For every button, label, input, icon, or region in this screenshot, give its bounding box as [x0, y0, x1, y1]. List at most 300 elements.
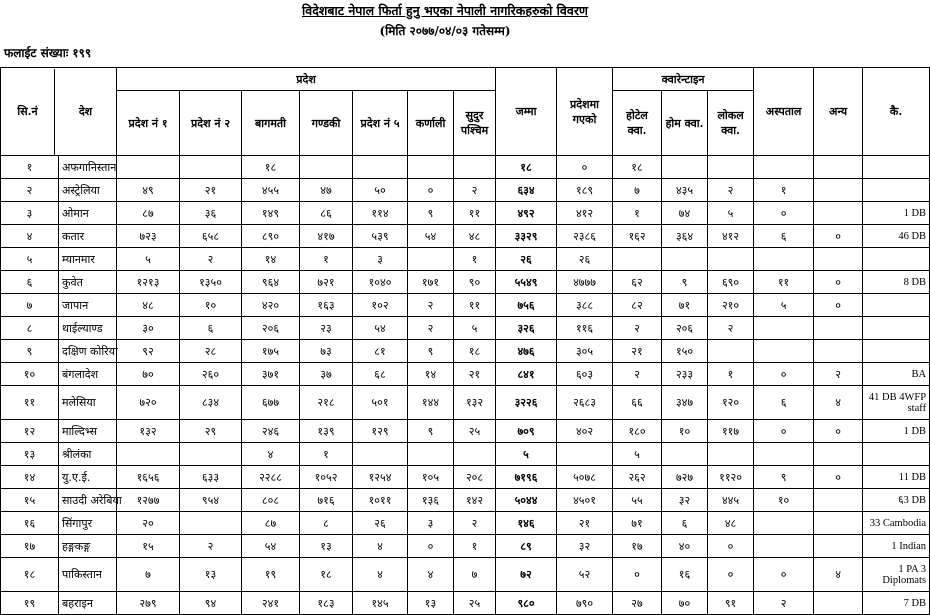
- cell-p1: १३२: [117, 420, 180, 443]
- cell-to-province: २६: [557, 248, 613, 271]
- cell-local: ४१२: [708, 225, 754, 248]
- cell-gandaki: ८: [300, 512, 353, 535]
- cell-p1: ७२३: [117, 225, 180, 248]
- cell-p5: [353, 156, 408, 179]
- cell-local: ९१: [708, 592, 754, 615]
- cell-gandaki: ४१७: [300, 225, 353, 248]
- cell-other: [814, 248, 863, 271]
- cell-sn: १८: [1, 558, 59, 592]
- cell-p1: १२१३: [117, 271, 180, 294]
- cell-remarks: ६3 DB: [863, 489, 930, 512]
- cell-p5: ४: [353, 558, 408, 592]
- cell-home: [662, 248, 708, 271]
- cell-remarks: [863, 248, 930, 271]
- cell-p5: ३: [353, 248, 408, 271]
- cell-other: [814, 317, 863, 340]
- cell-country: मलेसिया: [59, 386, 117, 420]
- cell-p1: ७: [117, 558, 180, 592]
- cell-to-province: २१: [557, 512, 613, 535]
- cell-p5: ६८: [353, 363, 408, 386]
- col-gandaki: गण्डकी: [300, 91, 353, 156]
- cell-p1: १२७७: [117, 489, 180, 512]
- cell-to-province: [557, 443, 613, 466]
- cell-p1: ७२०: [117, 386, 180, 420]
- cell-hotel: ६२: [613, 271, 662, 294]
- cell-total: ५०४४: [496, 489, 557, 512]
- cell-p5: ५३९: [353, 225, 408, 248]
- cell-p5: १०२: [353, 294, 408, 317]
- cell-to-province: २३८६: [557, 225, 613, 248]
- cell-other: [814, 512, 863, 535]
- cell-hospital: ०: [754, 420, 814, 443]
- cell-sn: ८: [1, 317, 59, 340]
- cell-country: दक्षिण कोरिया: [59, 340, 117, 363]
- cell-p1: ३०: [117, 317, 180, 340]
- col-p5: प्रदेश नं ५: [353, 91, 408, 156]
- cell-p1: ५: [117, 248, 180, 271]
- cell-sn: ३: [1, 202, 59, 225]
- cell-karnali: ०: [408, 535, 454, 558]
- cell-total: १८: [496, 156, 557, 179]
- cell-home: ७४: [662, 202, 708, 225]
- cell-hotel: ८२: [613, 294, 662, 317]
- col-total: जम्मा: [496, 68, 557, 156]
- cell-other: [814, 535, 863, 558]
- cell-local: १: [708, 363, 754, 386]
- cell-p2: १३५०: [180, 271, 242, 294]
- cell-karnali: [408, 248, 454, 271]
- cell-gandaki: ८६: [300, 202, 353, 225]
- cell-sudur: १: [454, 248, 496, 271]
- cell-home: ४३५: [662, 179, 708, 202]
- cell-hotel: १: [613, 202, 662, 225]
- cell-local: २१०: [708, 294, 754, 317]
- cell-sn: १९: [1, 592, 59, 615]
- cell-hospital: [754, 340, 814, 363]
- cell-hotel: १८: [613, 156, 662, 179]
- cell-local: १२०: [708, 386, 754, 420]
- cell-karnali: ४: [408, 558, 454, 592]
- cell-p2: २८: [180, 340, 242, 363]
- cell-p1: २७९: [117, 592, 180, 615]
- cell-p5: १४५: [353, 592, 408, 615]
- cell-karnali: १३: [408, 592, 454, 615]
- cell-bagmati: २४१: [242, 592, 300, 615]
- table-row: [1, 443, 930, 466]
- cell-sudur: २०८: [454, 466, 496, 489]
- cell-p5: ५४: [353, 317, 408, 340]
- cell-p2: ६५८: [180, 225, 242, 248]
- cell-sudur: १८: [454, 340, 496, 363]
- cell-other: [814, 156, 863, 179]
- table-row: [1, 535, 930, 558]
- cell-hospital: १०: [754, 489, 814, 512]
- cell-hotel: ५५: [613, 489, 662, 512]
- cell-local: ४८: [708, 512, 754, 535]
- cell-total: ४७६: [496, 340, 557, 363]
- cell-local: [708, 156, 754, 179]
- col-home: होम क्वा.: [662, 91, 708, 156]
- cell-p2: २: [180, 535, 242, 558]
- cell-p5: ४: [353, 535, 408, 558]
- cell-gandaki: ३७: [300, 363, 353, 386]
- cell-sudur: ७: [454, 558, 496, 592]
- cell-karnali: ३: [408, 512, 454, 535]
- cell-local: [708, 248, 754, 271]
- cell-p5: १२५४: [353, 466, 408, 489]
- table-row: [1, 512, 930, 535]
- cell-p2: ८३४: [180, 386, 242, 420]
- cell-country: साउदी अरेबिया: [59, 489, 117, 512]
- table-row: [1, 225, 930, 248]
- cell-gandaki: २३: [300, 317, 353, 340]
- cell-home: १०: [662, 420, 708, 443]
- cell-p1: ९२: [117, 340, 180, 363]
- col-province-group: प्रदेश: [117, 68, 496, 91]
- cell-remarks: [863, 317, 930, 340]
- table-row: [1, 466, 930, 489]
- cell-bagmati: ८९०: [242, 225, 300, 248]
- cell-hotel: ७: [613, 179, 662, 202]
- cell-country: सिंगापुर: [59, 512, 117, 535]
- cell-gandaki: १०५२: [300, 466, 353, 489]
- col-to-province: प्रदेशमा गएको: [557, 68, 613, 156]
- cell-country: यु.ए.ई.: [59, 466, 117, 489]
- cell-sudur: २: [454, 179, 496, 202]
- cell-karnali: १७१: [408, 271, 454, 294]
- cell-hotel: ५: [613, 443, 662, 466]
- col-other: अन्य: [814, 68, 863, 156]
- cell-hotel: १६२: [613, 225, 662, 248]
- cell-bagmati: ८७: [242, 512, 300, 535]
- cell-country: अफगानिस्तान: [59, 156, 117, 179]
- cell-other: ४: [814, 558, 863, 592]
- table-row: [1, 156, 930, 179]
- cell-other: ०: [814, 225, 863, 248]
- cell-total: ७१९६: [496, 466, 557, 489]
- cell-hotel: ६६: [613, 386, 662, 420]
- cell-gandaki: १६३: [300, 294, 353, 317]
- cell-country: पाकिस्तान: [59, 558, 117, 592]
- cell-local: ५: [708, 202, 754, 225]
- cell-bagmati: ४५५: [242, 179, 300, 202]
- cell-to-province: ४१२: [557, 202, 613, 225]
- cell-other: ०: [814, 294, 863, 317]
- cell-gandaki: १३९: [300, 420, 353, 443]
- cell-hospital: ५: [754, 294, 814, 317]
- table-row: [1, 271, 930, 294]
- cell-total: ३२२६: [496, 386, 557, 420]
- cell-home: ४०: [662, 535, 708, 558]
- cell-remarks: [863, 179, 930, 202]
- cell-sudur: २१: [454, 363, 496, 386]
- cell-p5: १०४०: [353, 271, 408, 294]
- cell-hotel: २: [613, 363, 662, 386]
- cell-gandaki: १८३: [300, 592, 353, 615]
- cell-hotel: [613, 248, 662, 271]
- cell-remarks: [863, 340, 930, 363]
- cell-p2: [180, 512, 242, 535]
- cell-sudur: १४२: [454, 489, 496, 512]
- cell-country: जापान: [59, 294, 117, 317]
- cell-remarks: 1 PA 3 Diplomats: [863, 558, 930, 592]
- cell-bagmati: १९: [242, 558, 300, 592]
- cell-other: [814, 340, 863, 363]
- cell-karnali: २: [408, 317, 454, 340]
- cell-local: २: [708, 179, 754, 202]
- table-row: [1, 558, 930, 592]
- cell-local: [708, 340, 754, 363]
- cell-gandaki: [300, 156, 353, 179]
- cell-karnali: १०५: [408, 466, 454, 489]
- table-row: [1, 202, 930, 225]
- cell-p2: ३६: [180, 202, 242, 225]
- cell-country: बंगलादेश: [59, 363, 117, 386]
- col-hotel: होटेल क्वा.: [613, 91, 662, 156]
- cell-p1: ७०: [117, 363, 180, 386]
- cell-sudur: ५: [454, 317, 496, 340]
- cell-home: २०६: [662, 317, 708, 340]
- cell-sudur: ११: [454, 294, 496, 317]
- cell-sn: ५: [1, 248, 59, 271]
- cell-other: [814, 489, 863, 512]
- cell-hospital: ०: [754, 363, 814, 386]
- cell-karnali: ९: [408, 420, 454, 443]
- cell-bagmati: २२८८: [242, 466, 300, 489]
- cell-p2: [180, 156, 242, 179]
- cell-bagmati: १७५: [242, 340, 300, 363]
- cell-local: ०: [708, 535, 754, 558]
- cell-p2: ६३३: [180, 466, 242, 489]
- col-sudur: सुदुर पश्चिम: [454, 91, 496, 156]
- cell-hospital: ०: [754, 558, 814, 592]
- cell-bagmati: ३७१: [242, 363, 300, 386]
- cell-sudur: ११: [454, 202, 496, 225]
- cell-sn: १२: [1, 420, 59, 443]
- cell-karnali: [408, 156, 454, 179]
- cell-p2: १३: [180, 558, 242, 592]
- table-row: [1, 489, 930, 512]
- table-row: [1, 386, 930, 420]
- cell-hotel: २६२: [613, 466, 662, 489]
- cell-p1: ८७: [117, 202, 180, 225]
- cell-home: [662, 443, 708, 466]
- cell-p1: [117, 443, 180, 466]
- cell-total: ७५६: [496, 294, 557, 317]
- cell-karnali: [408, 443, 454, 466]
- cell-gandaki: ७२१: [300, 271, 353, 294]
- cell-remarks: 11 DB: [863, 466, 930, 489]
- col-p1: प्रदेश नं १: [117, 91, 180, 156]
- cell-gandaki: ७३: [300, 340, 353, 363]
- table-row: [1, 420, 930, 443]
- cell-to-province: ७९०: [557, 592, 613, 615]
- cell-remarks: 33 Cambodia: [863, 512, 930, 535]
- table-row: [1, 592, 930, 615]
- cell-p2: २: [180, 248, 242, 271]
- cell-bagmati: ९६४: [242, 271, 300, 294]
- cell-gandaki: १: [300, 443, 353, 466]
- cell-remarks: 1 DB: [863, 202, 930, 225]
- header-sn-country: [1, 68, 117, 156]
- cell-p2: २६०: [180, 363, 242, 386]
- cell-total: ६३४: [496, 179, 557, 202]
- cell-country: हङ्गकङ्ग: [59, 535, 117, 558]
- cell-p5: ५०१: [353, 386, 408, 420]
- cell-total: ७२: [496, 558, 557, 592]
- cell-sn: १६: [1, 512, 59, 535]
- cell-other: [814, 592, 863, 615]
- cell-bagmati: ८०८: [242, 489, 300, 512]
- cell-sn: १४: [1, 466, 59, 489]
- cell-karnali: ९: [408, 340, 454, 363]
- cell-sn: ४: [1, 225, 59, 248]
- cell-sn: ९: [1, 340, 59, 363]
- col-karnali: कर्णाली: [408, 91, 454, 156]
- cell-home: २३३: [662, 363, 708, 386]
- cell-total: ३२६: [496, 317, 557, 340]
- cell-hospital: ६: [754, 386, 814, 420]
- cell-karnali: २: [408, 294, 454, 317]
- cell-local: ६९०: [708, 271, 754, 294]
- col-quarantine-group: क्वारेन्टाइन: [613, 68, 754, 91]
- cell-total: ८४१: [496, 363, 557, 386]
- table-row: [1, 294, 930, 317]
- cell-sudur: २५: [454, 420, 496, 443]
- cell-total: ९८०: [496, 592, 557, 615]
- flight-count: फलाईट संख्याः १९९: [4, 46, 92, 60]
- cell-p2: ९४: [180, 592, 242, 615]
- cell-karnali: १३६: [408, 489, 454, 512]
- cell-p5: ८१: [353, 340, 408, 363]
- cell-total: ५: [496, 443, 557, 466]
- cell-remarks: 8 DB: [863, 271, 930, 294]
- cell-bagmati: ५४: [242, 535, 300, 558]
- cell-bagmati: २०६: [242, 317, 300, 340]
- cell-other: [814, 202, 863, 225]
- col-sn: सि.नं: [1, 69, 55, 155]
- report-title: विदेशबाट नेपाल फिर्ता हुनु भएका नेपाली नागरिकहरुको विवरण: [302, 3, 588, 18]
- cell-hospital: ११: [754, 271, 814, 294]
- cell-sudur: १३२: [454, 386, 496, 420]
- cell-remarks: [863, 443, 930, 466]
- cell-p1: ४८: [117, 294, 180, 317]
- cell-to-province: ५२: [557, 558, 613, 592]
- cell-gandaki: २१८: [300, 386, 353, 420]
- cell-hospital: १: [754, 179, 814, 202]
- cell-hospital: ९: [754, 466, 814, 489]
- col-hospital: अस्पताल: [754, 68, 814, 156]
- cell-remarks: [863, 156, 930, 179]
- cell-sn: ११: [1, 386, 59, 420]
- cell-total: ४९२: [496, 202, 557, 225]
- cell-total: ७०९: [496, 420, 557, 443]
- cell-total: ५५४९: [496, 271, 557, 294]
- cell-remarks: [863, 294, 930, 317]
- cell-home: ३४७: [662, 386, 708, 420]
- returnee-table: [0, 67, 930, 615]
- cell-sudur: [454, 156, 496, 179]
- cell-home: ७१: [662, 294, 708, 317]
- col-bagmati: बागमती: [242, 91, 300, 156]
- cell-karnali: ५४: [408, 225, 454, 248]
- cell-to-province: ५०७८: [557, 466, 613, 489]
- cell-total: १४६: [496, 512, 557, 535]
- col-country: देश: [78, 105, 93, 118]
- cell-sudur: २५: [454, 592, 496, 615]
- cell-local: ११७: [708, 420, 754, 443]
- cell-remarks: 1 DB: [863, 420, 930, 443]
- cell-hotel: २१: [613, 340, 662, 363]
- cell-hospital: [754, 156, 814, 179]
- col-p2: प्रदेश नं २: [180, 91, 242, 156]
- cell-other: ०: [814, 271, 863, 294]
- cell-sudur: [454, 443, 496, 466]
- cell-bagmati: १४९: [242, 202, 300, 225]
- cell-p5: २६: [353, 512, 408, 535]
- cell-total: ८९: [496, 535, 557, 558]
- cell-total: २६: [496, 248, 557, 271]
- cell-hospital: ०: [754, 202, 814, 225]
- cell-p2: [180, 443, 242, 466]
- cell-sudur: ९०: [454, 271, 496, 294]
- cell-to-province: ११६: [557, 317, 613, 340]
- cell-to-province: १८९: [557, 179, 613, 202]
- cell-hotel: २: [613, 317, 662, 340]
- table-row: [1, 363, 930, 386]
- cell-sn: १५: [1, 489, 59, 512]
- cell-sn: ७: [1, 294, 59, 317]
- cell-karnali: ९: [408, 202, 454, 225]
- cell-sn: १०: [1, 363, 59, 386]
- cell-gandaki: ४७: [300, 179, 353, 202]
- cell-to-province: ४०२: [557, 420, 613, 443]
- cell-country: म्यानमार: [59, 248, 117, 271]
- cell-sn: १७: [1, 535, 59, 558]
- cell-p2: ९५४: [180, 489, 242, 512]
- cell-bagmati: २४६: [242, 420, 300, 443]
- cell-hotel: ०: [613, 558, 662, 592]
- table-row: [1, 340, 930, 363]
- cell-hospital: [754, 512, 814, 535]
- table-body: [1, 156, 930, 615]
- cell-remarks: 1 Indian: [863, 535, 930, 558]
- cell-hospital: [754, 443, 814, 466]
- cell-hotel: २७: [613, 592, 662, 615]
- cell-local: ०: [708, 558, 754, 592]
- cell-to-province: ३२: [557, 535, 613, 558]
- cell-home: ९: [662, 271, 708, 294]
- cell-sudur: ४८: [454, 225, 496, 248]
- cell-hospital: [754, 248, 814, 271]
- cell-bagmati: ४२०: [242, 294, 300, 317]
- cell-other: [814, 443, 863, 466]
- cell-p2: २९: [180, 420, 242, 443]
- cell-sn: १: [1, 156, 59, 179]
- cell-country: अस्ट्रेलिया: [59, 179, 117, 202]
- col-remarks: कै.: [863, 68, 930, 156]
- cell-country: श्रीलंका: [59, 443, 117, 466]
- cell-hotel: १८०: [613, 420, 662, 443]
- cell-to-province: ६०३: [557, 363, 613, 386]
- cell-other: ०: [814, 466, 863, 489]
- cell-sn: २: [1, 179, 59, 202]
- cell-local: ४४५: [708, 489, 754, 512]
- cell-p5: १२९: [353, 420, 408, 443]
- table-row: [1, 179, 930, 202]
- cell-p2: २१: [180, 179, 242, 202]
- cell-p5: ५०: [353, 179, 408, 202]
